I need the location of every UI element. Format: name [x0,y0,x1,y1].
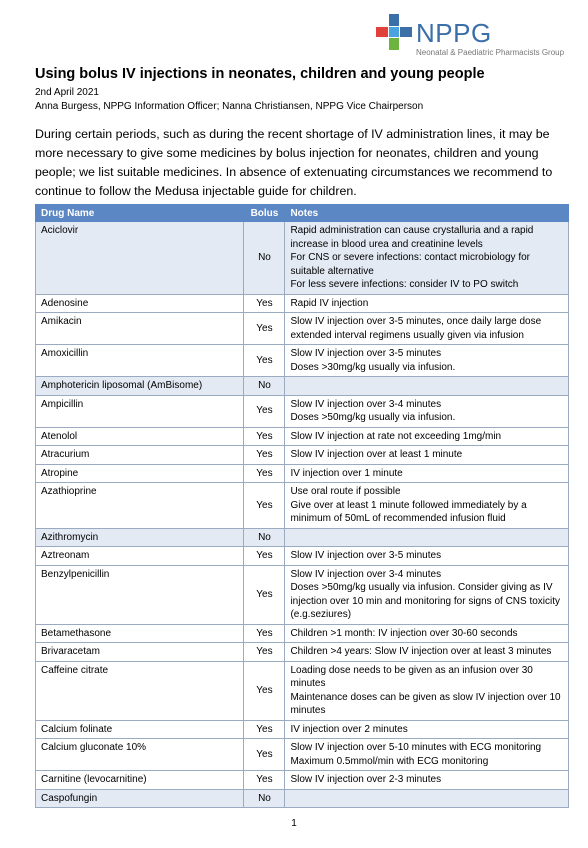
notes-cell [285,464,569,483]
nppg-logo [376,14,576,62]
note-line: Doses >50mg/kg usually via infusion. Consider giving as IV injection over 10 min and monitoring for signs of CNS toxicity (e.g.seziures) [290,582,561,620]
bolus-cell: No [244,528,285,547]
table-row [36,643,569,662]
bolus-cell: Yes [244,661,285,720]
bolus-cell: No [244,377,285,396]
bolus-cell: Yes [244,720,285,739]
notes-cell [285,720,569,739]
drug-name-cell: Betamethasone [36,624,244,643]
bolus-cell: Yes [244,624,285,643]
notes-cell [285,313,569,345]
drug-name-cell: Atenolol [36,427,244,446]
notes-cell [285,377,569,396]
drug-name-cell: Brivaracetam [36,643,244,662]
drug-name-cell: Amphotericin liposomal (AmBisome) [36,377,244,396]
notes-cell [285,528,569,547]
table-row [36,377,569,396]
logo-text: NPPG [416,18,492,48]
table-row [36,789,569,808]
table-row [36,528,569,547]
drug-name-cell: Atropine [36,464,244,483]
notes-cell [285,483,569,529]
table-row [36,313,569,345]
table-row [36,739,569,771]
header-bolus: Bolus [244,205,285,222]
note-line: Children >4 years: Slow IV injection over at least 3 minutes [290,646,552,657]
drug-table-body [36,222,569,808]
table-row [36,547,569,566]
header-notes: Notes [285,205,569,222]
drug-name-cell: Aciclovir [36,222,244,295]
bolus-cell: Yes [244,739,285,771]
bolus-cell: Yes [244,771,285,790]
notes-cell [285,789,569,808]
notes-cell [285,565,569,624]
note-line: Slow IV injection over 3-4 minutes [290,398,442,410]
table-row [36,483,569,529]
bolus-cell: Yes [244,565,285,624]
bolus-cell: Yes [244,643,285,662]
drug-name-cell: Azithromycin [36,528,244,547]
note-line: Slow IV injection over 3-5 minutes, once daily large dose extended interval regimens usually given via infusion [290,316,542,341]
notes-cell [285,739,569,771]
drug-name-cell: Calcium gluconate 10% [36,739,244,771]
table-row [36,222,569,295]
drug-name-cell: Caspofungin [36,789,244,808]
table-row [36,464,569,483]
notes-cell [285,222,569,295]
note-line: Give over at least 1 minute followed immediately by a minimum of 50mL of recommended infusion fluid [290,499,527,524]
note-line: Children >1 month: IV injection over 30-60 seconds [290,627,518,639]
note-line: For CNS or severe infections: contact microbiology for suitable alternative [290,252,530,277]
notes-cell [285,661,569,720]
note-line: IV injection over 1 minute [290,467,403,479]
drug-name-cell: Amikacin [36,313,244,345]
drug-name-cell: Carnitine (levocarnitine) [36,771,244,790]
bolus-cell: No [244,789,285,808]
logo-subtitle: Neonatal & Paediatric Pharmacists Group [416,48,565,57]
intro-paragraph: During certain periods, such as during the recent shortage of IV administration lines, it may be more necessary to give some medicines by bolus injection for neonates, children and young people; we list suitable medicines. In absence of extenuating circumstances we recommend to continue to follow the Medusa injectable guide for children. [35,127,553,198]
page-number: 1 [291,818,297,829]
note-line: Doses >30mg/kg usually via infusion. [290,361,456,373]
table-row [36,345,569,377]
bolus-cell: No [244,222,285,295]
note-line: Maximum 0.5mmol/min with ECG monitoring [290,755,489,767]
drug-name-cell: Ampicillin [36,395,244,427]
drug-name-cell: Atracurium [36,446,244,465]
drug-name-cell: Amoxicillin [36,345,244,377]
table-row [36,771,569,790]
note-line: Slow IV injection over 2-3 minutes [290,774,442,785]
notes-cell [285,345,569,377]
table-row [36,294,569,313]
document-date: 2nd April 2021 [35,87,99,98]
note-line: IV injection over 2 minutes [290,723,408,735]
table-row [36,565,569,624]
note-line: Slow IV injection over 5-10 minutes with ECG monitoring [290,742,542,753]
table-row [36,624,569,643]
table-header-row [36,205,569,222]
bolus-cell: Yes [244,483,285,529]
drug-name-cell: Azathioprine [36,483,244,529]
drug-table [35,204,569,808]
notes-cell [285,427,569,446]
notes-cell [285,643,569,662]
note-line: Loading dose needs to be given as an infusion over 30 minutes [290,664,533,689]
notes-cell [285,294,569,313]
note-line: Rapid administration can cause crystalluria and a rapid increase in blood urea and creatinine levels [290,225,534,250]
drug-name-cell: Calcium folinate [36,720,244,739]
bolus-cell: Yes [244,464,285,483]
note-line: For less severe infections: consider IV to PO switch [290,279,519,290]
note-line: Slow IV injection over at least 1 minute [290,449,463,460]
bolus-cell: Yes [244,547,285,566]
bolus-cell: Yes [244,395,285,427]
document-title: Using bolus IV injections in neonates, children and young people [35,66,485,82]
notes-cell [285,624,569,643]
table-row [36,395,569,427]
table-row [36,427,569,446]
notes-cell [285,547,569,566]
header-drug-name: Drug Name [36,205,244,222]
table-row [36,446,569,465]
drug-name-cell: Caffeine citrate [36,661,244,720]
bolus-cell: Yes [244,427,285,446]
note-line: Maintenance doses can be given as slow IV injection over 10 minutes [290,691,561,716]
drug-name-cell: Aztreonam [36,547,244,566]
notes-cell [285,395,569,427]
drug-name-cell: Adenosine [36,294,244,313]
notes-cell [285,446,569,465]
bolus-cell: Yes [244,345,285,377]
note-line: Slow IV injection over 3-5 minutes [290,550,442,561]
notes-cell [285,771,569,790]
note-line: Slow IV injection over 3-5 minutes [290,348,442,359]
bolus-cell: Yes [244,313,285,345]
table-row [36,661,569,720]
document-authors: Anna Burgess, NPPG Information Officer; Nanna Christiansen, NPPG Vice Chairperson [35,101,424,112]
drug-name-cell: Benzylpenicillin [36,565,244,624]
note-line: Doses >50mg/kg usually via infusion. [290,412,456,423]
note-line: Slow IV injection at rate not exceeding 1mg/min [290,430,502,442]
bolus-cell: Yes [244,446,285,465]
nppg-cross-logo-icon [376,14,412,50]
table-row [36,720,569,739]
note-line: Rapid IV injection [290,297,369,309]
note-line: Use oral route if possible [290,486,401,497]
bolus-cell: Yes [244,294,285,313]
note-line: Slow IV injection over 3-4 minutes [290,568,442,580]
